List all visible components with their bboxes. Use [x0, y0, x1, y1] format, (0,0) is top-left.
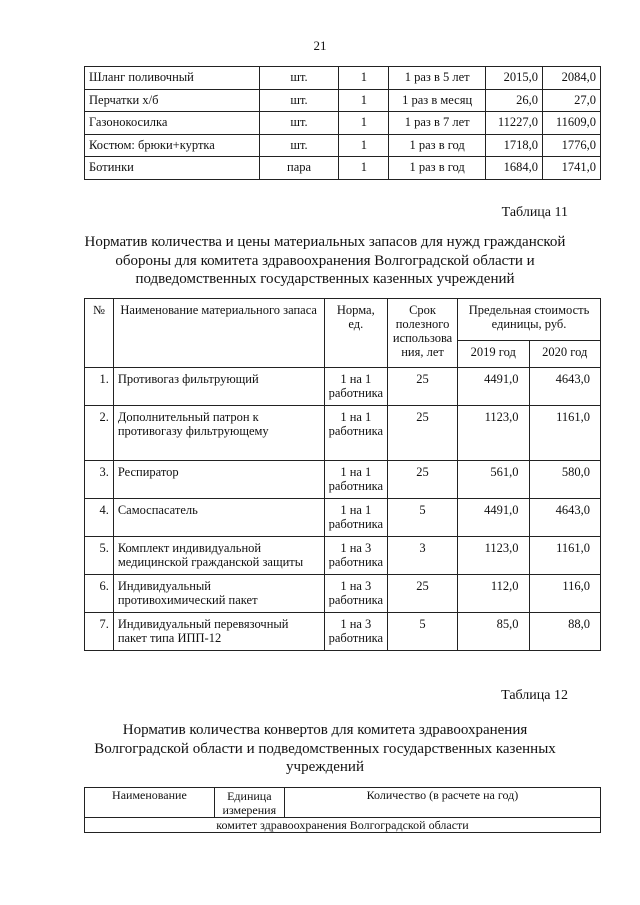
item-term: 5 — [388, 613, 458, 651]
price-2019: 26,0 — [486, 89, 543, 112]
price-2019: 4491,0 — [458, 499, 529, 537]
item-term: 25 — [388, 575, 458, 613]
price-2020: 4643,0 — [529, 499, 601, 537]
table11-title — [60, 233, 590, 289]
item-norm: 1 на 1 работника — [324, 499, 388, 537]
row-number: 2. — [85, 406, 114, 461]
row-number: 5. — [85, 537, 114, 575]
item-norm: 1 — [339, 67, 389, 90]
price-2019: 11227,0 — [486, 112, 543, 135]
table12-title — [60, 721, 590, 777]
item-name: Респиратор — [113, 461, 324, 499]
item-name: Противогаз фильтрующий — [113, 368, 324, 406]
price-2020: 27,0 — [542, 89, 600, 112]
item-norm: 1 — [339, 89, 389, 112]
table-row — [85, 368, 601, 406]
previous-table-body — [85, 67, 601, 180]
price-2019: 561,0 — [458, 461, 529, 499]
table-row — [85, 112, 601, 135]
item-term: 25 — [388, 368, 458, 406]
header-term: Срок полезного использова ния, лет — [388, 299, 458, 368]
price-2019: 1718,0 — [486, 134, 543, 157]
table-row — [85, 613, 601, 651]
item-norm: 1 на 1 работника — [324, 368, 388, 406]
price-2019: 2015,0 — [486, 67, 543, 90]
item-name: Комплект индивидуальной медицинской гражданской защиты — [113, 537, 324, 575]
table-row — [85, 575, 601, 613]
price-2019: 1123,0 — [458, 537, 529, 575]
table11-title-line: Норматив количества и цены материальных запасов для нужд гражданской — [84, 234, 566, 250]
price-2019: 1684,0 — [486, 157, 543, 180]
row-number: 3. — [85, 461, 114, 499]
item-term: 3 — [388, 537, 458, 575]
header-name: Наименование — [85, 788, 215, 818]
item-norm: 1 — [339, 157, 389, 180]
header-price: Предельная стоимость единицы, руб. — [458, 299, 601, 341]
row-number: 6. — [85, 575, 114, 613]
price-2020: 1741,0 — [542, 157, 600, 180]
table11-title-line: подведомственных государственных казенных учреждений — [135, 271, 515, 287]
item-norm: 1 на 3 работника — [324, 537, 388, 575]
price-2019: 112,0 — [458, 575, 529, 613]
item-term: 25 — [388, 461, 458, 499]
table12-title-line: учреждений — [286, 759, 364, 775]
header-2020: 2020 год — [529, 341, 601, 368]
price-2020: 1161,0 — [529, 406, 601, 461]
price-2020: 1161,0 — [529, 537, 601, 575]
item-term: 1 раз в 5 лет — [389, 67, 486, 90]
price-2020: 4643,0 — [529, 368, 601, 406]
header-num: № — [85, 299, 114, 368]
item-name: Газонокосилка — [85, 112, 260, 135]
item-name: Ботинки — [85, 157, 260, 180]
header-norm: Норма, ед. — [324, 299, 388, 368]
table-row — [85, 67, 601, 90]
table-row — [85, 537, 601, 575]
section-row: комитет здравоохранения Волгоградской области — [85, 818, 601, 833]
price-2020: 116,0 — [529, 575, 601, 613]
table11 — [84, 298, 601, 651]
item-term: 1 раз в месяц — [389, 89, 486, 112]
header-qty: Количество (в расчете на год) — [284, 788, 600, 818]
item-term: 5 — [388, 499, 458, 537]
price-2020: 580,0 — [529, 461, 601, 499]
row-number: 4. — [85, 499, 114, 537]
item-term: 1 раз в год — [389, 134, 486, 157]
price-2020: 88,0 — [529, 613, 601, 651]
header-name: Наименование материального запаса — [113, 299, 324, 368]
item-norm: 1 на 1 работника — [324, 406, 388, 461]
table12-caption: Таблица 12 — [501, 688, 568, 703]
table-row — [85, 157, 601, 180]
price-2019: 85,0 — [458, 613, 529, 651]
item-name: Индивидуальный противохимический пакет — [113, 575, 324, 613]
page-number: 21 — [313, 38, 327, 53]
item-name: Перчатки х/б — [85, 89, 260, 112]
table12-title-line: Волгоградской области и подведомственных государственных казенных — [94, 740, 556, 757]
item-unit: шт. — [259, 89, 339, 112]
item-term: 25 — [388, 406, 458, 461]
item-norm: 1 на 3 работника — [324, 575, 388, 613]
table-row — [85, 461, 601, 499]
price-2019: 4491,0 — [458, 368, 529, 406]
table-row — [85, 406, 601, 461]
item-norm: 1 — [339, 134, 389, 157]
item-norm: 1 на 1 работника — [324, 461, 388, 499]
table11-title-line: обороны для комитета здравоохранения Волгоградской области и — [115, 252, 535, 269]
item-norm: 1 на 3 работника — [324, 613, 388, 651]
item-name: Шланг поливочный — [85, 67, 260, 90]
price-2019: 1123,0 — [458, 406, 529, 461]
item-term: 1 раз в год — [389, 157, 486, 180]
item-name: Костюм: брюки+куртка — [85, 134, 260, 157]
item-name: Самоспасатель — [113, 499, 324, 537]
table-row — [85, 89, 601, 112]
item-name: Индивидуальный перевязочный пакет типа ИПП-12 — [113, 613, 324, 651]
table11-caption: Таблица 11 — [501, 205, 568, 220]
header-unit: Единица измерения — [214, 788, 284, 818]
table12 — [84, 787, 601, 833]
row-number: 1. — [85, 368, 114, 406]
price-2020: 2084,0 — [542, 67, 600, 90]
item-name: Дополнительный патрон к противогазу фильтрующему — [113, 406, 324, 461]
table-row — [85, 134, 601, 157]
item-norm: 1 — [339, 112, 389, 135]
item-unit: пара — [259, 157, 339, 180]
header-2019: 2019 год — [458, 341, 529, 368]
item-unit: шт. — [259, 67, 339, 90]
item-unit: шт. — [259, 134, 339, 157]
row-number: 7. — [85, 613, 114, 651]
price-2020: 1776,0 — [542, 134, 600, 157]
table11-body — [85, 368, 601, 651]
item-unit: шт. — [259, 112, 339, 135]
table12-title-line: Норматив количества конвертов для комитета здравоохранения — [122, 722, 528, 738]
previous-table — [84, 66, 601, 180]
price-2020: 11609,0 — [542, 112, 600, 135]
item-term: 1 раз в 7 лет — [389, 112, 486, 135]
table-row — [85, 499, 601, 537]
